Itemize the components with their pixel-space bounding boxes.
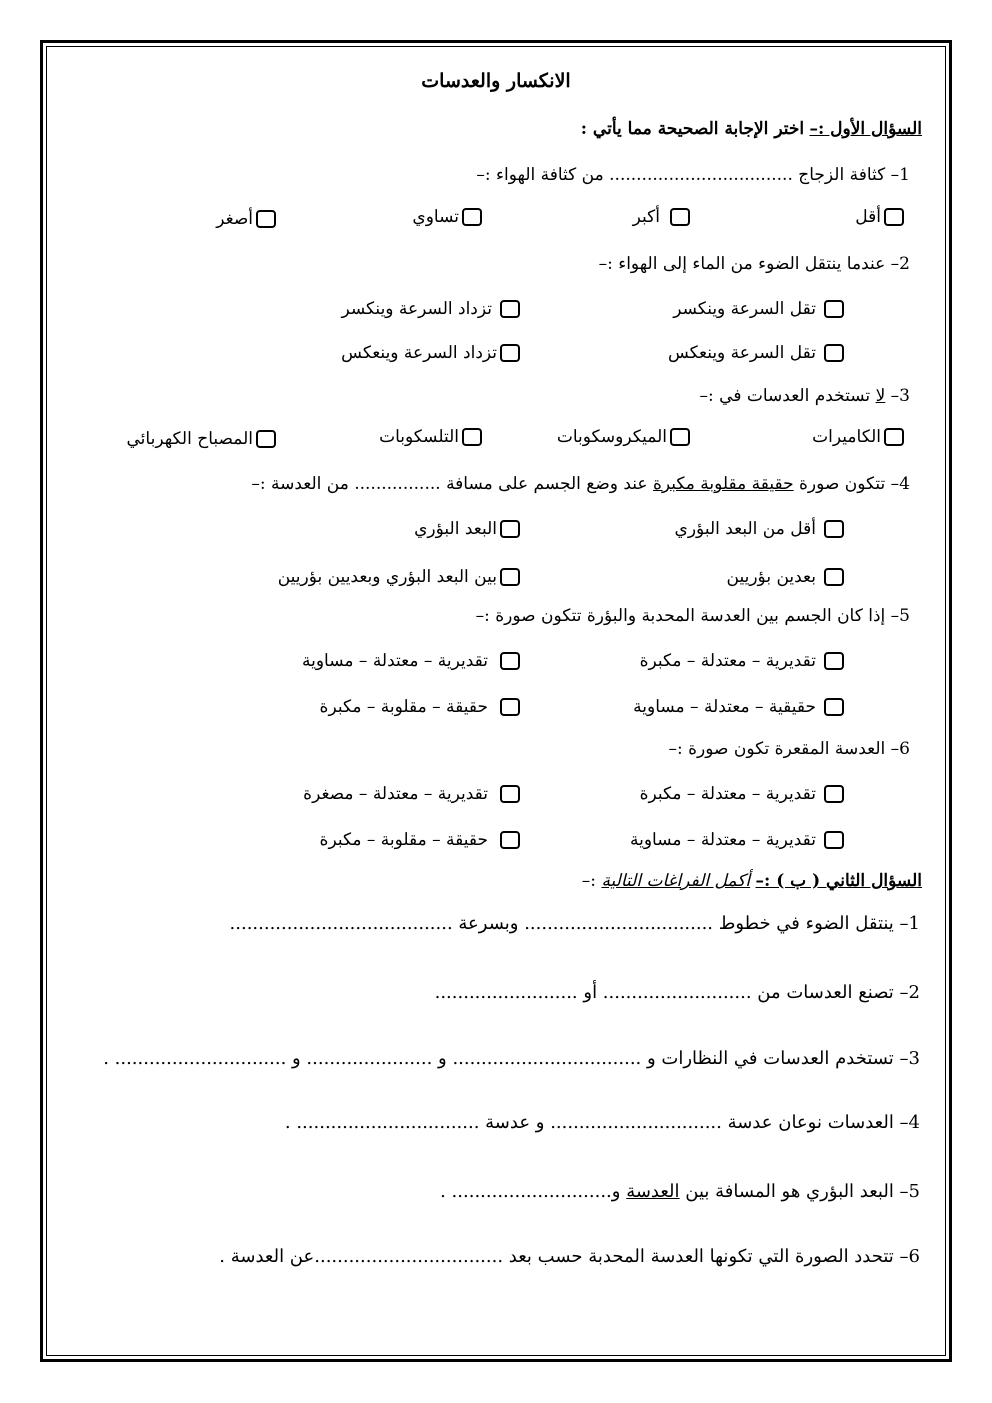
q1-item-3-option-2[interactable]: الميكروسكوبات (557, 426, 690, 448)
q1-item-3-option-3[interactable]: التلسكوبات (379, 426, 482, 448)
q1-label: السؤال الأول :– (809, 119, 922, 139)
checkbox[interactable] (884, 428, 904, 446)
q2-instruction: أكمل الفراغات التالية (601, 871, 751, 891)
q2-item-2: 2– تصنع العدسات من .......................... أو ......................... (434, 982, 920, 1003)
checkbox[interactable] (462, 208, 482, 226)
checkbox[interactable] (500, 568, 520, 586)
q2-item-4: 4– العدسات نوعان عدسة .............................. و عدسة ................................ . (284, 1112, 920, 1133)
q1-item-2-option-3[interactable]: تقل السرعة وينعكس (668, 342, 844, 364)
q1-item-1-option-4[interactable]: أصغر (216, 208, 276, 230)
checkbox[interactable] (256, 430, 276, 448)
q2-header: السؤال الثاني ( ب ) :– أكمل الفراغات التالية :– (581, 871, 922, 891)
checkbox[interactable] (824, 520, 844, 538)
checkbox[interactable] (824, 652, 844, 670)
q1-item-5-option-2[interactable]: تقديرية – معتدلة – مساوية (302, 650, 520, 672)
checkbox[interactable] (824, 344, 844, 362)
checkbox[interactable] (824, 568, 844, 586)
q2-item-5: 5– البعد البؤري هو المسافة بين العدسة و............................ . (440, 1181, 920, 1202)
checkbox[interactable] (500, 520, 520, 538)
checkbox[interactable] (500, 698, 520, 716)
q1-instruction: اختر الإجابة الصحيحة مما يأتي : (580, 119, 805, 139)
checkbox[interactable] (824, 785, 844, 803)
checkbox[interactable] (670, 208, 690, 226)
q2-item-3: 3– تستخدم العدسات في النظارات و ................................. و ...................... و .............................. . (103, 1048, 920, 1069)
q1-item-1-text: 1– كثافة الزجاج .................................. من كثافة الهواء :– (476, 165, 910, 185)
q1-item-4-option-2[interactable]: البعد البؤري (414, 518, 520, 540)
checkbox[interactable] (500, 344, 520, 362)
q2-label: السؤال الثاني ( ب ) :– (755, 871, 922, 891)
q1-item-5-option-4[interactable]: حقيقة – مقلوبة – مكبرة (320, 696, 520, 718)
checkbox[interactable] (500, 785, 520, 803)
q1-item-3-option-4[interactable]: المصباح الكهربائي (127, 428, 276, 450)
q2-item-6: 6– تتحدد الصورة التي تكونها العدسة المحدبة حسب بعد .................................عن العدسة . (219, 1246, 920, 1267)
checkbox[interactable] (500, 300, 520, 318)
q1-item-4-text: 4– تتكون صورة حقيقة مقلوبة مكبرة عند وضع الجسم على مسافة ................ من العدسة :– (251, 474, 910, 494)
q1-item-3-text: 3– لا تستخدم العدسات في :– (699, 386, 910, 406)
q2-item-1: 1– ينتقل الضوء في خطوط ................................. وبسرعة ....................................... (229, 913, 920, 934)
checkbox[interactable] (824, 300, 844, 318)
q1-item-2-option-4[interactable]: تزداد السرعة وينعكس (341, 342, 520, 364)
q1-item-1-option-2[interactable]: أكبر (633, 206, 690, 228)
q1-item-6-option-4[interactable]: حقيقة – مقلوبة – مكبرة (320, 829, 520, 851)
q1-item-5-option-3[interactable]: حقيقية – معتدلة – مساوية (633, 696, 844, 718)
q1-item-4-option-1[interactable]: أقل من البعد البؤري (675, 518, 844, 540)
checkbox[interactable] (256, 210, 276, 228)
q1-item-1-option-1[interactable]: أقل (855, 206, 904, 228)
q1-item-4-option-3[interactable]: بعدين بؤريين (727, 566, 844, 588)
q1-header (581, 118, 922, 140)
checkbox[interactable] (462, 428, 482, 446)
q1-item-2-option-1[interactable]: تقل السرعة وينكسر (673, 298, 844, 320)
q1-item-6-text: 6– العدسة المقعرة تكون صورة :– (668, 739, 910, 759)
checkbox[interactable] (500, 652, 520, 670)
q1-item-5-option-1[interactable]: تقديرية – معتدلة – مكبرة (640, 650, 844, 672)
q1-item-4-option-4[interactable]: بين البعد البؤري وبعديين بؤريين (278, 566, 520, 588)
checkbox[interactable] (500, 831, 520, 849)
checkbox[interactable] (824, 698, 844, 716)
q1-item-5-text: 5– إذا كان الجسم بين العدسة المحدبة والبؤرة تتكون صورة :– (475, 606, 910, 626)
q1-item-1-option-3[interactable]: تساوي (412, 206, 482, 228)
q1-item-3-option-1[interactable]: الكاميرات (812, 426, 904, 448)
q1-item-2-option-2[interactable]: تزداد السرعة وينكسر (342, 298, 521, 320)
q1-item-2-text: 2– عندما ينتقل الضوء من الماء إلى الهواء :– (598, 254, 910, 274)
checkbox[interactable] (824, 831, 844, 849)
page-title: الانكسار والعدسات (421, 70, 571, 92)
q1-item-6-option-3[interactable]: تقديرية – معتدلة – مساوية (630, 829, 844, 851)
checkbox[interactable] (884, 208, 904, 226)
q1-item-6-option-2[interactable]: تقديرية – معتدلة – مصغرة (303, 783, 520, 805)
q1-item-6-option-1[interactable]: تقديرية – معتدلة – مكبرة (640, 783, 844, 805)
checkbox[interactable] (670, 428, 690, 446)
